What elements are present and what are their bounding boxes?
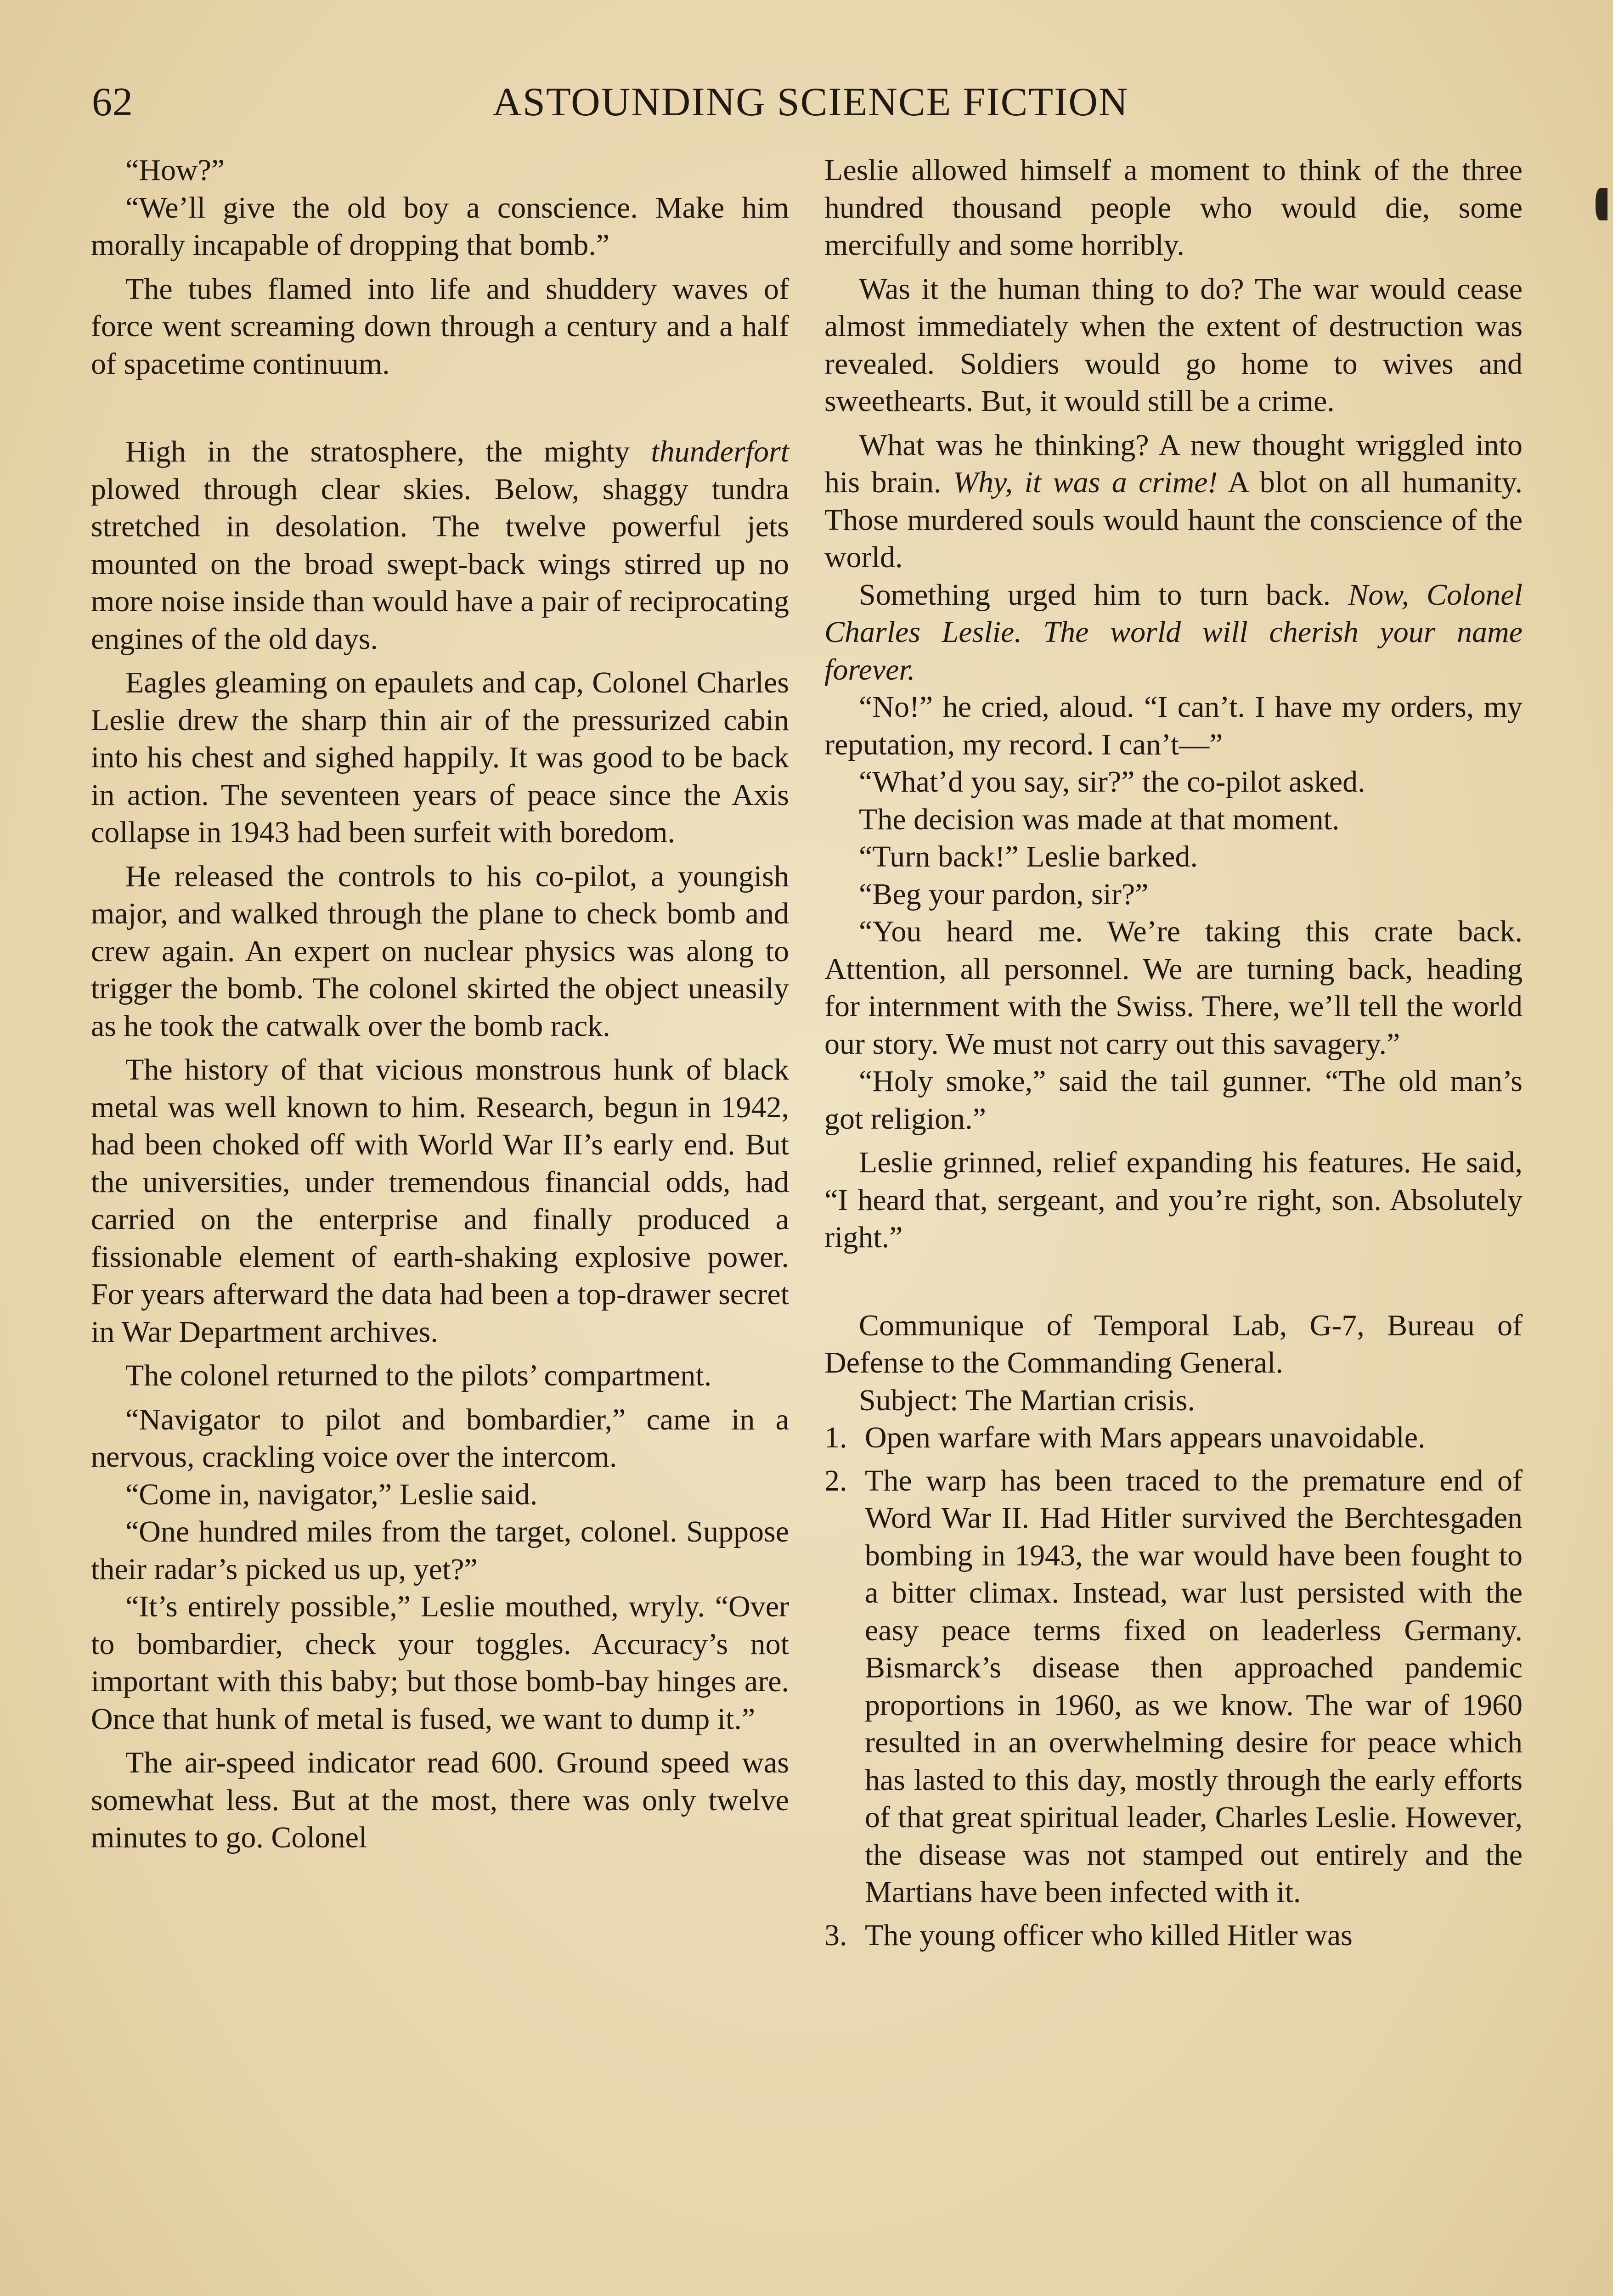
list-item: 3. The young officer who killed Hitler was <box>824 1918 1353 1952</box>
paragraph: What was he thinking? A new thought wriggled into his brain. Why, it was a crime! A blot on all humanity. Those murdered souls would haunt the conscience of the world. <box>824 428 1523 574</box>
paragraph: The air-speed indicator read 600. Ground speed was somewhat less. But at the most, there was only twelve minutes to go. Colonel <box>91 1746 789 1854</box>
paragraph: The history of that vicious monstrous hunk of black metal was well known to him. Research, begun in 1942, had been choked off with World War II’s early end. But the universities, under tremendous financial odds, had carried on the enterprise and finally produced a fissionable element of earth-shaking explosive power. For years afterward the data had been a top-drawer secret in War Department archives. <box>91 1053 789 1349</box>
paragraph: “One hundred miles from the target, colonel. Suppose their radar’s picked us up, yet?” <box>91 1515 789 1586</box>
paragraph: Something urged him to turn back. Now, Colonel Charles Leslie. The world will cherish your name forever. <box>824 578 1523 687</box>
list-item: 2. The warp has been traced to the premature end of Word War II. Had Hitler survived the Berchtesgaden bombing in 1943, the war would have been fought to a bitter climax. Instead, war lust persisted with the easy peace terms fixed on leaderless Germany. Bismarck’s disease then approached pandemic proportions in 1960, as we know. The war of 1960 resulted in an overwhelming desire for peace which has lasted to this day, mostly through the early efforts of that great spiritual leader, Charles Leslie. However, the disease was not stamped out entirely and the Martians have been infected with it. <box>824 1463 1523 1909</box>
paragraph: Leslie allowed himself a moment to think of the three hundred thousand people who would die, some mercifully and some horribly. <box>824 153 1523 262</box>
paragraph: The tubes flamed into life and shuddery waves of force went screaming down through a century and a half of spacetime continuum. <box>91 272 789 381</box>
paragraph: “What’d you say, sir?” the co-pilot asked. <box>859 765 1365 799</box>
paragraph: Was it the human thing to do? The war would cease almost immediately when the extent of destruction was revealed. Soldiers would go home to wives and sweethearts. But, it would still be a crime. <box>824 272 1523 418</box>
paragraph: The colonel returned to the pilots’ compartment. <box>125 1359 712 1392</box>
list-item: 1. Open warfare with Mars appears unavoidable. <box>824 1421 1426 1454</box>
page-edge-mark <box>1596 188 1607 220</box>
paragraph: “We’ll give the old boy a conscience. Make him morally incapable of dropping that bomb.” <box>91 191 789 262</box>
paragraph: “Turn back!” Leslie barked. <box>859 840 1198 873</box>
paragraph: High in the stratosphere, the mighty thunderfort plowed through clear skies. Below, shaggy tundra stretched in desolation. The twelve powerful jets mounted on the broad swept-back wings stirred up no more noise inside than would have a pair of reciprocating engines of the old days. <box>91 435 789 656</box>
paragraph: “You heard me. We’re taking this crate back. Attention, all personnel. We are turning back, heading for internment with the Swiss. There, we’ll tell the world our story. We must not carry out this savagery.” <box>824 915 1523 1061</box>
paragraph: “It’s entirely possible,” Leslie mouthed, wryly. “Over to bombardier, check your toggles. Accuracy’s not important with this baby; but those bomb-bay hinges are. Once that hunk of metal is fused, we want to dump it.” <box>91 1590 789 1736</box>
paragraph: “Beg your pardon, sir?” <box>859 877 1149 911</box>
paragraph: “Navigator to pilot and bombardier,” came in a nervous, crackling voice over the intercom. <box>91 1402 789 1474</box>
left-column <box>91 152 789 1863</box>
paragraph: “How?” <box>125 153 225 187</box>
paragraph: The decision was made at that moment. <box>859 802 1340 836</box>
paragraph: “No!” he cried, aloud. “I can’t. I have my orders, my reputation, my record. I can’t—” <box>824 690 1523 761</box>
page-header <box>92 77 1529 132</box>
paragraph: He released the controls to his co-pilot, a youngish major, and walked through the plane to check bomb and crew again. An expert on nuclear physics was along to trigger the bomb. The colonel skirted the object uneasily as he took the catwalk over the bomb rack. <box>91 859 789 1043</box>
paragraph: “Holy smoke,” said the tail gunner. “The old man’s got religion.” <box>824 1064 1523 1136</box>
communique-subject: Subject: The Martian crisis. <box>859 1383 1195 1417</box>
ship-name: thunderfort <box>651 435 789 468</box>
communique-heading: Communique of Temporal Lab, G-7, Bureau of Defense to the Commanding General. <box>824 1308 1523 1379</box>
running-title: ASTOUNDING SCIENCE FICTION <box>492 80 1129 124</box>
paragraph: Eagles gleaming on epaulets and cap, Colonel Charles Leslie drew the sharp thin air of the pressurized cabin into his chest and sighed happily. It was good to be back in action. The seventeen years of peace since the Axis collapse in 1943 had been surfeit with boredom. <box>91 666 789 849</box>
paragraph: “Come in, navigator,” Leslie said. <box>125 1477 538 1511</box>
right-column <box>824 152 1523 1959</box>
page-number: 62 <box>92 80 133 124</box>
paragraph: Leslie grinned, relief expanding his features. He said, “I heard that, sergeant, and you’re right, son. Absolutely right.” <box>824 1146 1523 1254</box>
communique-list <box>824 1419 1523 1954</box>
